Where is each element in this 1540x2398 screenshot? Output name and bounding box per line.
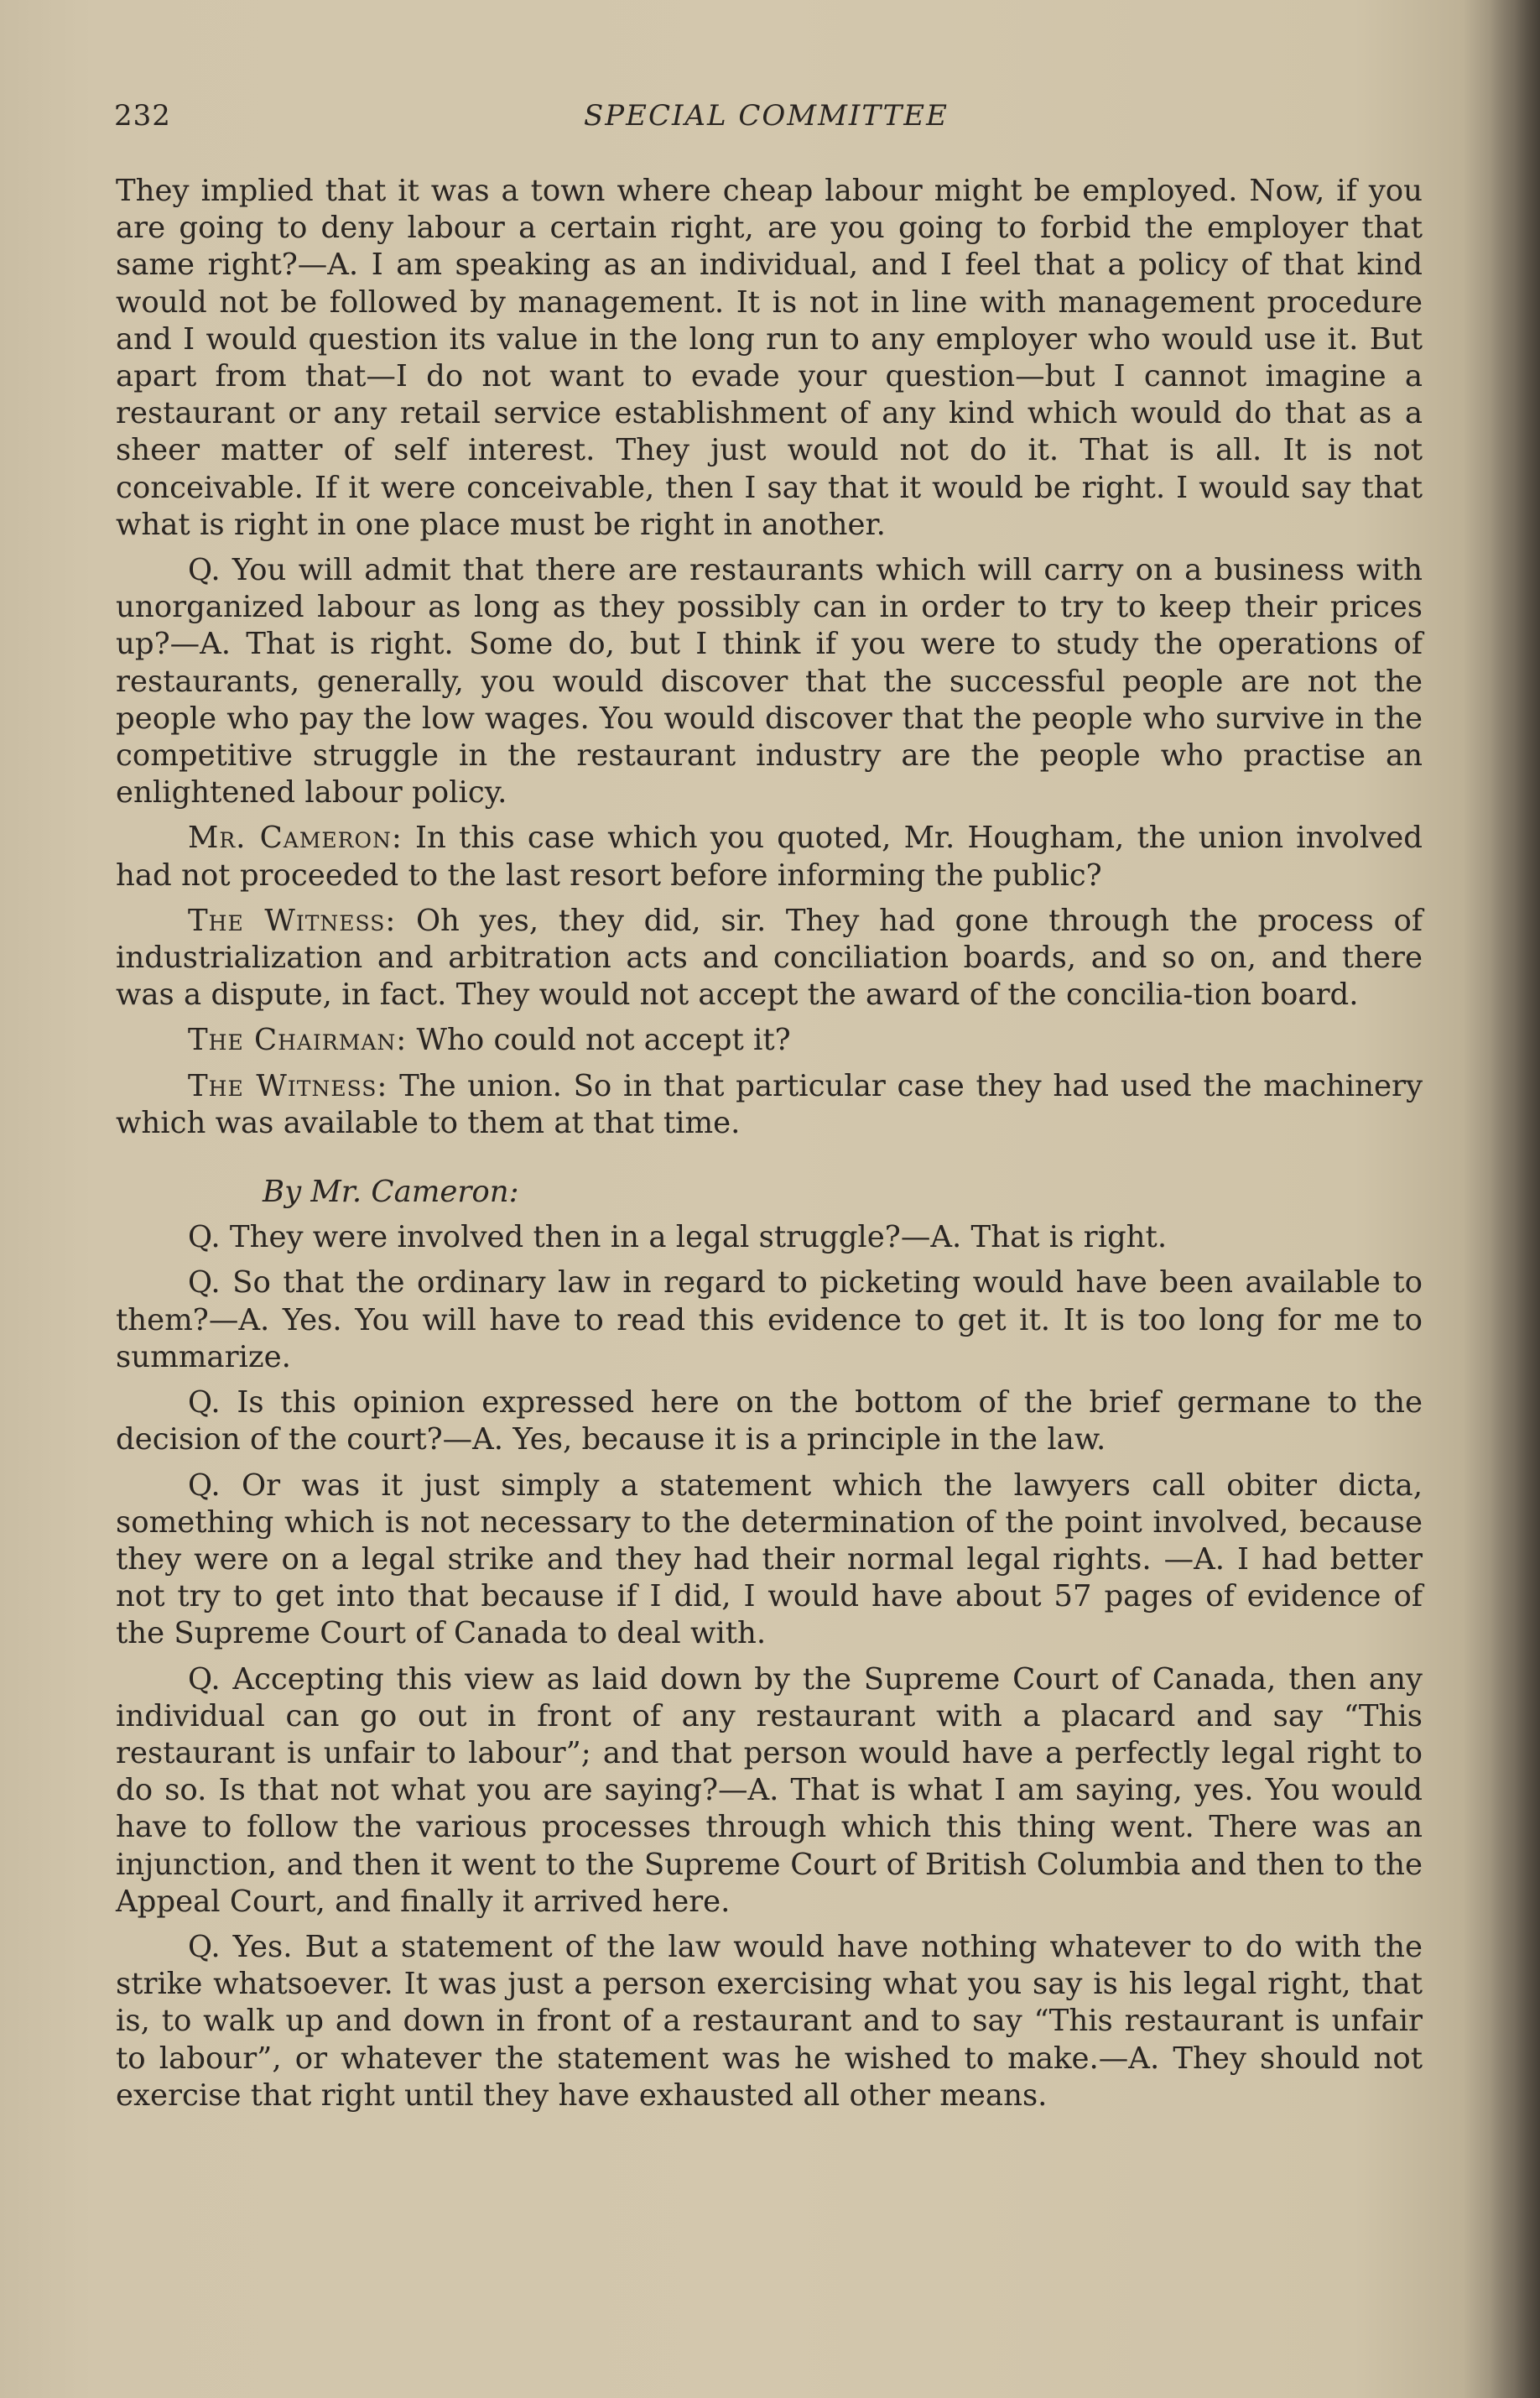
paragraph — [116, 1264, 1423, 1376]
speaker-paragraph — [116, 820, 1423, 894]
paragraph-text: The union. So in that particular case they had used the machinery which was available to them at that time. — [116, 1068, 1423, 1140]
page-number: 232 — [114, 99, 171, 133]
page-header — [114, 99, 1431, 141]
paragraph-text: Q. Accepting this view as laid down by the Supreme Court of Canada, then any individual can go out in front of any restaurant with a placard and say “This restaurant is unfair to labour”; and that person would have a perfectly legal right to do so. Is that not what you are saying?—A. That is what I am saying, yes. You would have to follow the various processes through which this thing went. There was an injunction, and then it went to the Supreme Court of British Columbia and then to the Appeal Court, and finally it arrived here. — [116, 1661, 1423, 1919]
paragraph — [116, 1467, 1423, 1653]
paragraph-text: They implied that it was a town where cheap labour might be employed. Now, if you are going to deny labour a certain right, are you going to forbid the employer that same right?—A. I am speaking as an individual, and I feel that a policy of that kind would not be followed by management. It is not in line with management procedure and I would question its value in the long run to any employer who would use it. But apart from that—I do not want to evade your question—but I cannot imagine a restaurant or any retail service establishment of any kind which would do that as a sheer matter of self interest. They just would not do it. That is all. It is not conceivable. If it were conceivable, then I say that it would be right. I would say that what is right in one place must be right in another. — [116, 174, 1423, 542]
paragraph — [116, 552, 1423, 811]
examiner-subhead: By Mr. Cameron: — [263, 1175, 519, 1210]
speaker-label: The Witness: — [188, 1068, 388, 1103]
paragraph-text: Q. Yes. But a statement of the law would have nothing whatever to do with the strike whatsoever. It was just a person exercising what you say is his legal right, that is, to walk up and down in front of a restaurant and to say “This restaurant is unfair to labour”, or whatever the statement was he wished to make.—A. They should not exercise that right until they have exhausted all other means. — [116, 1929, 1423, 2113]
paragraph-text: Q. You will admit that there are restaurants which will carry on a business with unorganized labour as long as they possibly can in order to try to keep their prices up?—A. That is right. Some do, but I think if you were to study the operations of restaurants, generally, you would discover that the successful people are not the people who pay the low wages. You would discover that the people who survive in the competitive struggle in the restaurant industry are the people who practise an enlightened labour policy. — [116, 553, 1423, 811]
paragraph — [116, 1384, 1423, 1458]
paragraph-text: Oh yes, they did, sir. They had gone through the process of industrialization and arbitration acts and conciliation boards, and so on, and there was a dispute, in fact. They would not accept the award of the concilia-tion board. — [116, 903, 1423, 1013]
speaker-label: The Chairman: — [188, 1023, 408, 1058]
speaker-label: Mr. Cameron: — [188, 821, 403, 856]
paragraph — [116, 1661, 1423, 1921]
speaker-paragraph — [116, 1068, 1423, 1142]
body-text — [116, 173, 1423, 2123]
speaker-paragraph — [116, 1022, 1423, 1059]
speaker-paragraph — [116, 903, 1423, 1014]
paragraph-text: Who could not accept it? — [416, 1023, 791, 1058]
paragraph-text: Q. They were involved then in a legal struggle?—A. That is right. — [188, 1220, 1168, 1255]
page-edge-shadow — [1490, 0, 1540, 2398]
running-head: SPECIAL COMMITTEE — [584, 99, 949, 133]
paragraph — [116, 1929, 1423, 2114]
paragraph-text: Q. Is this opinion expressed here on the bottom of the brief germane to the decision of the court?—A. Yes, because it is a principle in the law. — [116, 1385, 1423, 1457]
speaker-label: The Witness: — [188, 903, 397, 938]
paragraph — [116, 1219, 1423, 1256]
paragraph-text: Q. So that the ordinary law in regard to picketing would have been available to them?—A. Yes. You will have to read this evidence to get it. It is too long for me to summarize. — [116, 1265, 1423, 1374]
paragraph-text: Q. Or was it just simply a statement which the lawyers call obiter dicta, something which is not necessary to the determination of the point involved, because they were on a legal strike and they had their normal legal rights. —A. I had better not try to get into that because if I did, I would have about 57 pages of evidence of the Supreme Court of Canada to deal with. — [116, 1467, 1423, 1651]
paragraph — [116, 173, 1423, 544]
paragraph-text: In this case which you quoted, Mr. Hougham, the union involved had not proceeded to the last resort before informing the public? — [116, 821, 1423, 893]
